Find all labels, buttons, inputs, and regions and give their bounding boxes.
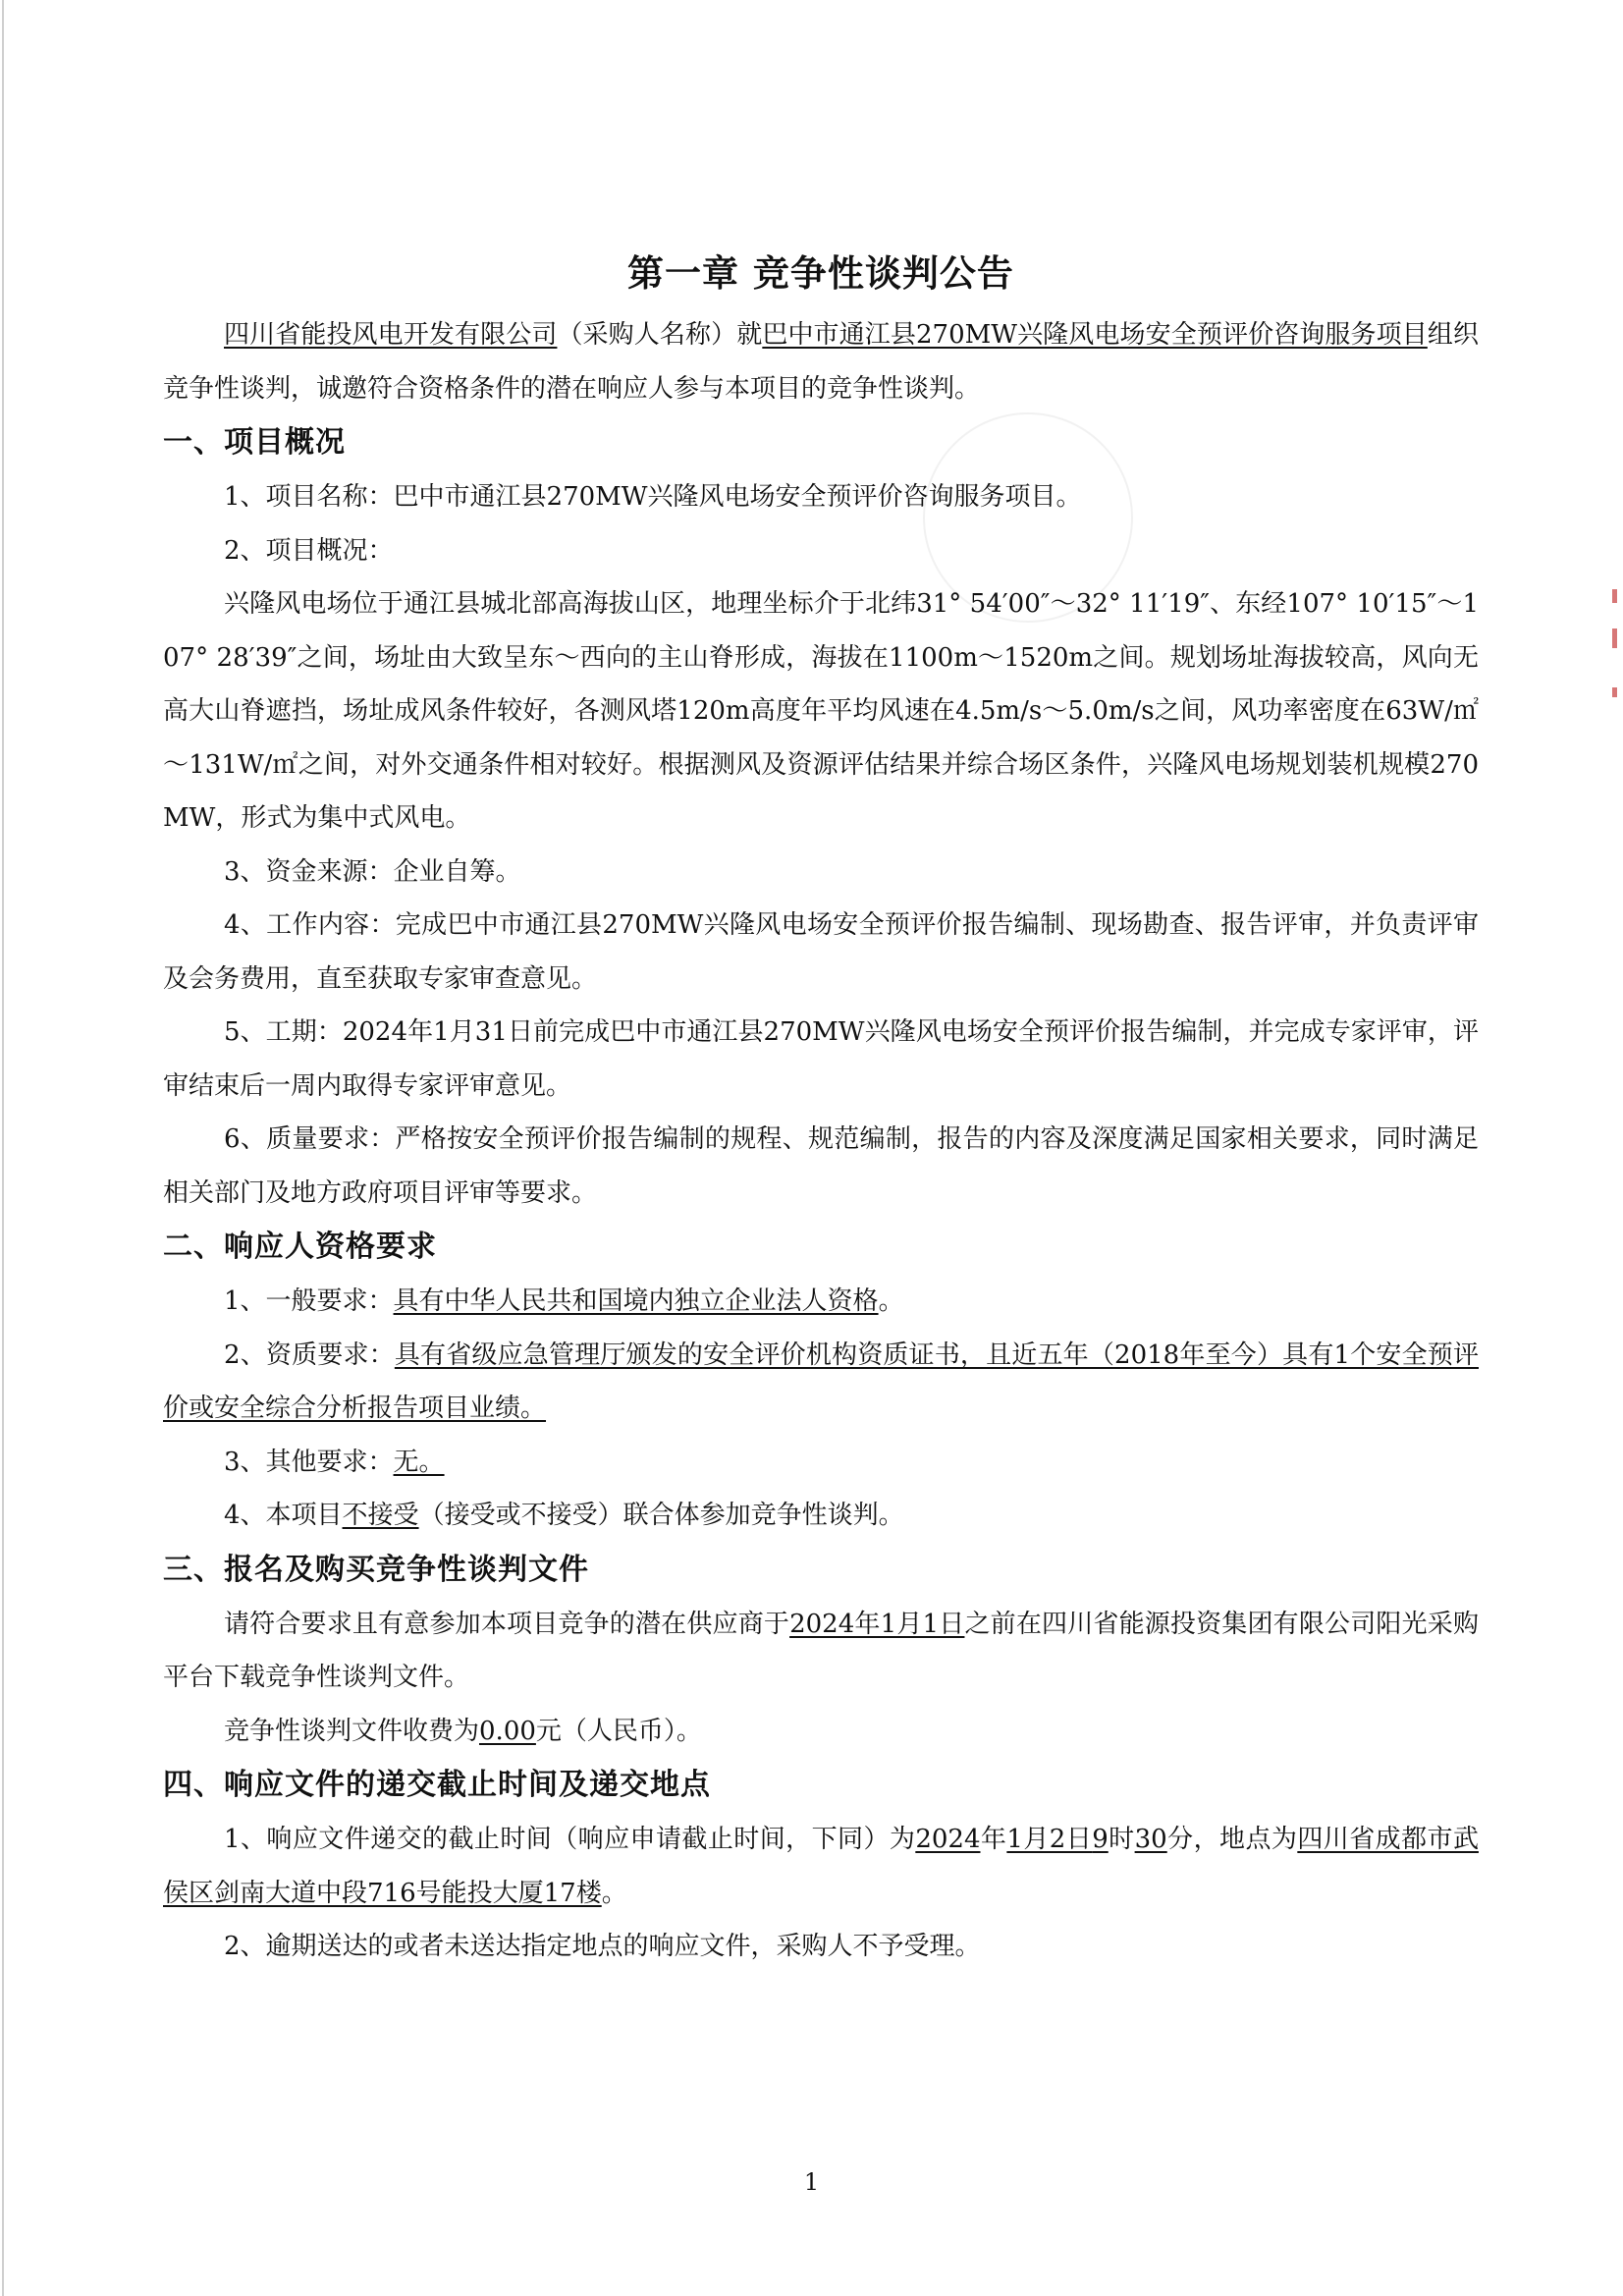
purchaser-name: 四川省能投风电开发有限公司 <box>224 320 558 350</box>
late-submission-paragraph: 2、逾期送达的或者未送达指定地点的响应文件，采购人不予受理。 <box>224 1932 981 1961</box>
qualification-item-2: 2、资质要求：具有省级应急管理厅颁发的安全评价机构资质证书，且近五年（2018年至今）具有1个安全预评价或安全综合分析报告项目业绩。 <box>163 1339 1479 1423</box>
section-heading-submission: 四、响应文件的递交截止时间及递交地点 <box>163 1768 711 1802</box>
section-heading-registration: 三、报名及购买竞争性谈判文件 <box>163 1552 589 1587</box>
section-heading-overview: 一、项目概况 <box>163 425 346 460</box>
overview-description: 兴隆风电场位于通江县城北部高海拔山区，地理坐标介于北纬31° 54′00″～32° 11′19″、东经107° 10′15″～107° 28′39″之间，场址由大致呈东～西向的主山脊形成，海拔在1100m～1520m之间。规划场址海拔较高，风向无高大山脊遮挡，场址成风条件较好，各测风塔120m高度年平均风速在4.5m/s～5.0m/s之间，风功率密度在63W/㎡～131W/㎡之间，对外交通条件相对较好。根据测风及资源评估结果并综合场区条件，兴隆风电场规划装机规模270MW，形式为集中式风电。 <box>163 589 1479 833</box>
chapter-title: 第一章 竞争性谈判公告 <box>627 252 1014 295</box>
page-number: 1 <box>803 2168 820 2196</box>
intro-paragraph: 四川省能投风电开发有限公司（采购人名称）就巴中市通江县270MW兴隆风电场安全预评价咨询服务项目组织竞争性谈判，诚邀符合资格条件的潜在响应人参与本项目的竞争性谈判。 <box>163 320 1479 404</box>
qualification-item-3: 3、其他要求：无。 <box>224 1447 445 1477</box>
document-body <box>163 244 1479 1974</box>
overview-item-4: 4、工作内容：完成巴中市通江县270MW兴隆风电场安全预评价报告编制、现场勘查、报告评审，并负责评审及会务费用，直至获取专家审查意见。 <box>163 910 1479 994</box>
qualification-item-4: 4、本项目不接受（接受或不接受）联合体参加竞争性谈判。 <box>224 1501 904 1530</box>
overview-item-6: 6、质量要求：严格按安全预评价报告编制的规程、规范编制，报告的内容及深度满足国家相关要求，同时满足相关部门及地方政府项目评审等要求。 <box>163 1124 1479 1208</box>
overview-item-1: 1、项目名称：巴中市通江县270MW兴隆风电场安全预评价咨询服务项目。 <box>224 482 1082 512</box>
red-edge-mark <box>1612 687 1617 697</box>
scan-edge <box>2 0 4 2296</box>
red-edge-mark <box>1612 629 1617 648</box>
project-name: 巴中市通江县270MW兴隆风电场安全预评价咨询服务项目 <box>762 320 1428 350</box>
fee-paragraph: 竞争性谈判文件收费为0.00元（人民币）。 <box>224 1716 702 1746</box>
submission-deadline-paragraph: 1、响应文件递交的截止时间（响应申请截止时间，下同）为2024年1月2日9时30分，地点为四川省成都市武侯区剑南大道中段716号能投大厦17楼。 <box>163 1825 1479 1908</box>
overview-item-3: 3、资金来源：企业自筹。 <box>224 856 521 887</box>
section-heading-qualification: 二、响应人资格要求 <box>163 1230 437 1264</box>
overview-item-2: 2、项目概况： <box>224 535 394 566</box>
registration-paragraph: 请符合要求且有意参加本项目竞争的潜在供应商于2024年1月1日之前在四川省能源投资集团有限公司阳光采购平台下载竞争性谈判文件。 <box>163 1609 1479 1692</box>
red-edge-mark <box>1612 589 1617 603</box>
overview-item-5: 5、工期：2024年1月31日前完成巴中市通江县270MW兴隆风电场安全预评价报告编制，并完成专家评审，评审结束后一周内取得专家评审意见。 <box>163 1017 1479 1101</box>
qualification-item-1: 1、一般要求：具有中华人民共和国境内独立企业法人资格。 <box>224 1286 904 1316</box>
